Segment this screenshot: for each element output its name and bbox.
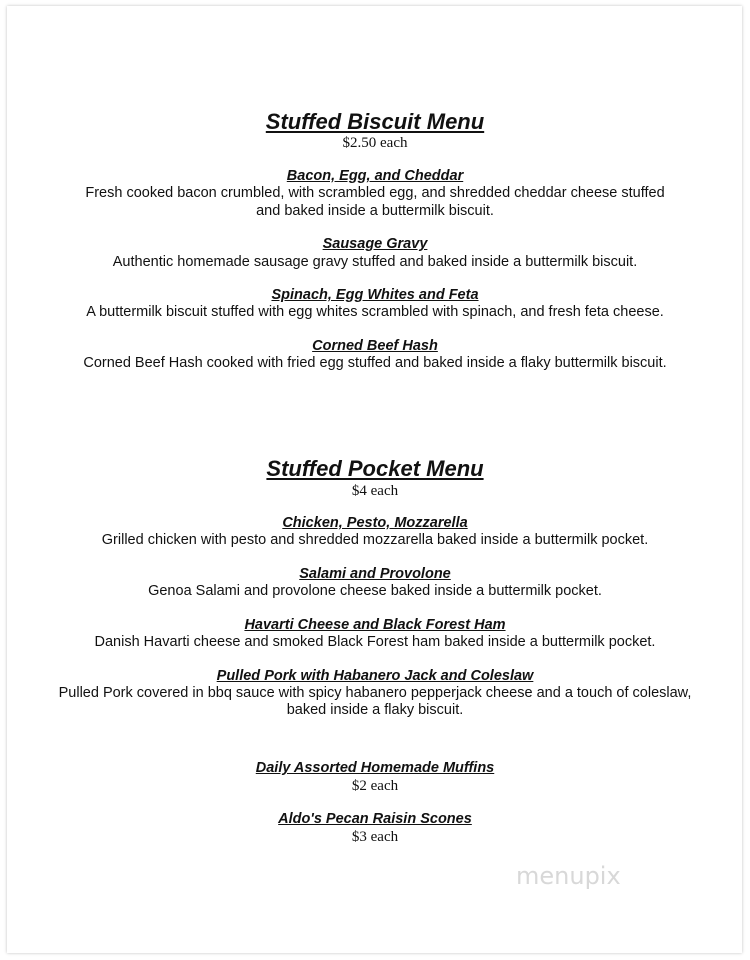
biscuit-menu-price: $2.50 each	[342, 135, 408, 151]
menu-item-description: Corned Beef Hash cooked with fried egg stuffed and baked inside a flaky buttermilk biscuit.	[83, 355, 667, 371]
menu-item-description: Authentic homemade sausage gravy stuffed and baked inside a buttermilk biscuit.	[112, 254, 638, 270]
biscuit-menu-title: Stuffed Biscuit Menu	[265, 109, 485, 134]
pocket-menu-price: $4 each	[351, 483, 399, 499]
menupix-watermark: menupix	[516, 862, 621, 890]
menu-item-description: Pulled Pork covered in bbq sauce with spicy habanero pepperjack cheese and a touch of coleslaw,	[58, 685, 692, 701]
menu-item-description: Grilled chicken with pesto and shredded mozzarella baked inside a buttermilk pocket.	[101, 532, 649, 548]
menu-item-description: and baked inside a buttermilk biscuit.	[256, 203, 494, 219]
menu-item-name: Corned Beef Hash	[312, 338, 438, 354]
menu-item-name: Daily Assorted Homemade Muffins	[255, 760, 495, 776]
menu-item-name: Sausage Gravy	[322, 236, 428, 252]
menu-item-description: A buttermilk biscuit stuffed with egg whites scrambled with spinach, and fresh feta cheese.	[86, 304, 664, 320]
menu-item-name: Spinach, Egg Whites and Feta	[271, 287, 479, 303]
menu-item-name: Chicken, Pesto, Mozzarella	[282, 515, 468, 531]
pocket-menu-title: Stuffed Pocket Menu	[266, 456, 484, 481]
menu-item-name: Aldo's Pecan Raisin Scones	[278, 811, 472, 827]
menu-item-price: $2 each	[351, 778, 399, 794]
menu-item-name: Salami and Provolone	[299, 566, 451, 582]
menu-item-name: Havarti Cheese and Black Forest Ham	[244, 617, 506, 633]
menu-item-name: Bacon, Egg, and Cheddar	[286, 168, 464, 184]
menu-item-description: baked inside a flaky biscuit.	[286, 702, 464, 718]
menu-item-price: $3 each	[351, 829, 399, 845]
menu-item-description: Fresh cooked bacon crumbled, with scrambled egg, and shredded cheddar cheese stuffed	[85, 185, 665, 201]
menu-item-description: Genoa Salami and provolone cheese baked inside a buttermilk pocket.	[148, 583, 602, 599]
menu-item-description: Danish Havarti cheese and smoked Black Forest ham baked inside a buttermilk pocket.	[94, 634, 656, 650]
menu-item-name: Pulled Pork with Habanero Jack and Coleslaw	[216, 668, 534, 684]
